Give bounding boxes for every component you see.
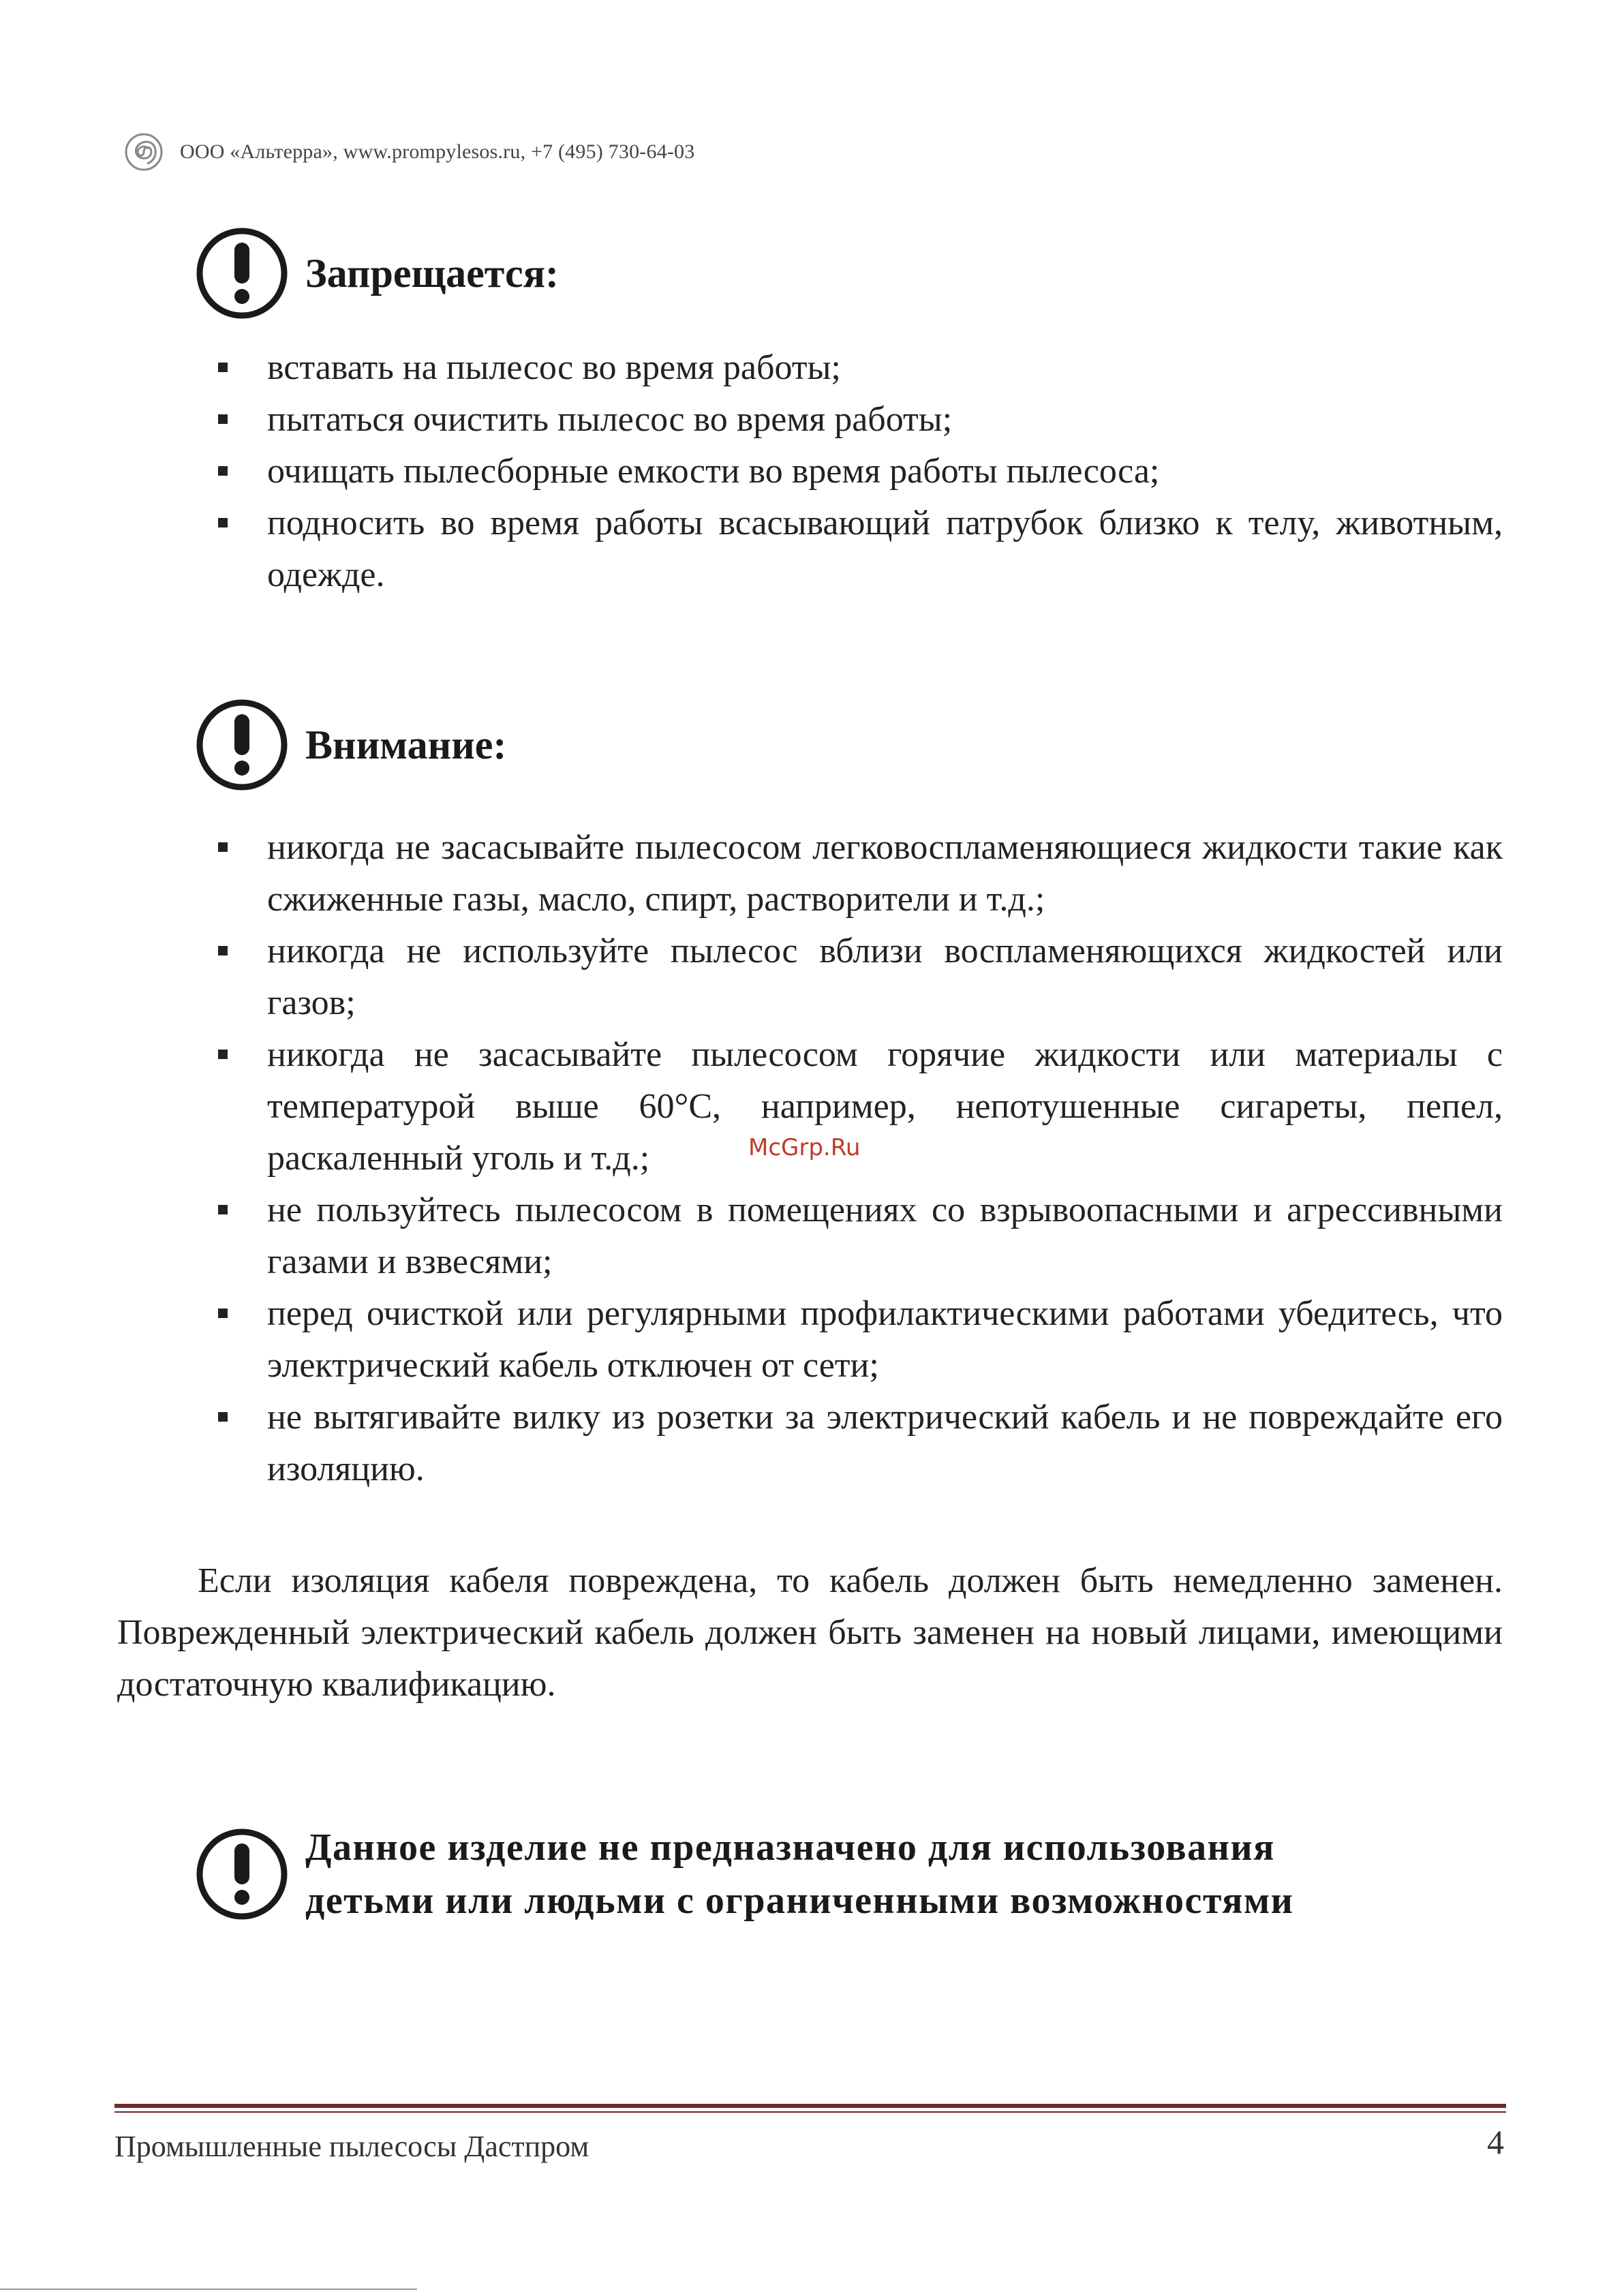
prohibited-list (218, 342, 1503, 601)
exclamation-circle-icon (195, 1827, 289, 1921)
list-item: вставать на пылесос во время работы; (218, 342, 1503, 394)
page-number: 4 (1487, 2123, 1504, 2161)
cable-paragraph: Если изоляция кабеля повреждена, то кабель должен быть немедленно заменен. Поврежденный электрический кабель должен быть заменен на новый лицами, имеющими достаточную квалификацию. (117, 1561, 1503, 1704)
scan-edge-line (0, 2289, 417, 2290)
footer-title: Промышленные пылесосы Дастпром (114, 2130, 589, 2163)
list-item: никогда не используйте пылесос вблизи воспламеняющихся жидкостей или газов; (218, 925, 1503, 1029)
spiral-logo-icon (124, 132, 164, 172)
list-item: никогда не засасывайте пылесосом горячие жидкости или материалы с температурой выше 60°С, например, непотушенные сигареты, пепел, раскаленный уголь и т.д.; (218, 1029, 1503, 1184)
list-item: пытаться очистить пылесос во время работы; (218, 394, 1503, 446)
final-notice-text (305, 1821, 1293, 1927)
prohibited-title: Запрещается: (305, 250, 560, 296)
list-item: никогда не засасывайте пылесосом легковоспламеняющиеся жидкости такие как сжиженные газы, масло, спирт, растворители и т.д.; (218, 822, 1503, 925)
header-text: ООО «Альтерра», www.prompylesos.ru, +7 (495) 730-64-03 (180, 140, 695, 163)
list-item: очищать пылесборные емкости во время работы пылесоса; (218, 446, 1503, 498)
exclamation-circle-icon (195, 698, 289, 792)
list-item: не пользуйтесь пылесосом в помещениях со взрывоопасными и агрессивными газами и взвесями; (218, 1184, 1503, 1288)
attention-list (218, 822, 1503, 1495)
list-item: перед очисткой или регулярными профилактическими работами убедитесь, что электрический кабель отключен от сети; (218, 1288, 1503, 1392)
final-notice-line1: Данное изделие не предназначено для использования (305, 1826, 1275, 1869)
footer-rule (114, 2104, 1506, 2108)
attention-title: Внимание: (305, 722, 507, 767)
prohibited-heading (195, 226, 559, 320)
final-notice-line2: детьми или людьми с ограниченными возможностями (305, 1880, 1294, 1922)
list-item: не вытягивайте вилку из розетки за электрический кабель и не повреждайте его изоляцию. (218, 1392, 1503, 1495)
footer-rule-thin (114, 2111, 1506, 2113)
final-notice (195, 1821, 1293, 1927)
page-header (124, 132, 694, 172)
list-item: подносить во время работы всасывающий патрубок близко к телу, животным, одежде. (218, 498, 1503, 601)
watermark: McGrp.Ru (748, 1134, 861, 1161)
exclamation-circle-icon (195, 226, 289, 320)
attention-heading (195, 698, 506, 792)
